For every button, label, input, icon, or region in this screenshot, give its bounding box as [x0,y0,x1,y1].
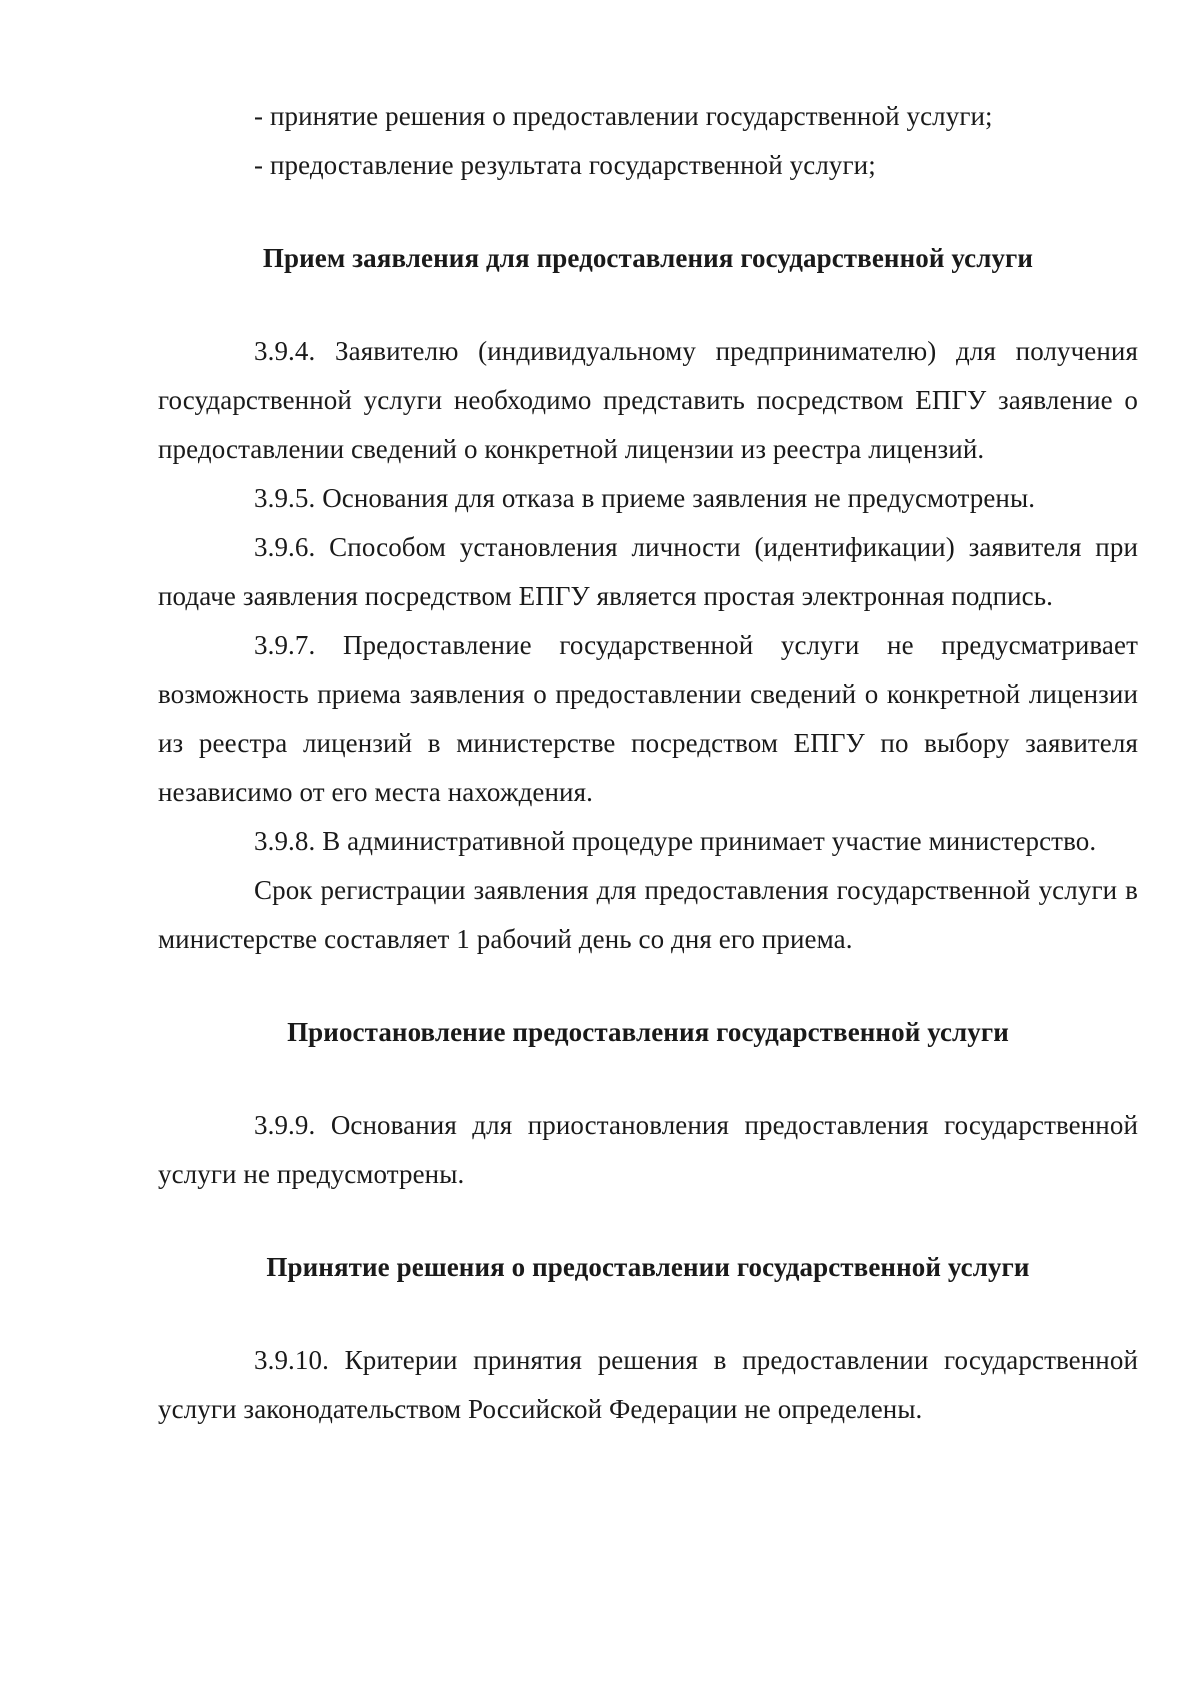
paragraph: 3.9.8. В административной процедуре принимает участие министерство. [254,826,1097,856]
section-heading: Принятие решения о предоставлении государственной услуги [266,1252,1030,1282]
bullet-item: - принятие решения о предоставлении государственной услуги; [254,101,993,131]
document-body [158,92,1138,1434]
paragraph: 3.9.6. Способом установления личности (идентификации) заявителя при подаче заявления посредством ЕПГУ является простая электронная подпись. [158,532,1138,611]
paragraph: 3.9.5. Основания для отказа в приеме заявления не предусмотрены. [254,483,1036,513]
paragraph: 3.9.7. Предоставление государственной услуги не предусматривает возможность приема заявления о предоставлении сведений о конкретной лицензии из реестра лицензий в министерстве посредством ЕПГУ по выбору заявителя независимо от его места нахождения. [158,630,1138,807]
paragraph: 3.9.10. Критерии принятия решения в предоставлении государственной услуги законодательством Российской Федерации не определены. [158,1345,1138,1424]
spacer [158,283,1138,327]
spacer [158,1292,1138,1336]
spacer [158,190,1138,234]
spacer [158,964,1138,1008]
paragraph: 3.9.9. Основания для приостановления предоставления государственной услуги не предусмотрены. [158,1110,1138,1189]
bullet-item: - предоставление результата государственной услуги; [254,150,876,180]
section-heading: Прием заявления для предоставления государственной услуги [262,243,1034,273]
spacer [158,1199,1138,1243]
paragraph: 3.9.4. Заявителю (индивидуальному предпринимателю) для получения государственной услуги необходимо представить посредством ЕПГУ заявление о предоставлении сведений о конкретной лицензии из реестра лицензий. [158,336,1138,464]
section-heading: Приостановление предоставления государственной услуги [287,1017,1009,1047]
paragraph: Срок регистрации заявления для предоставления государственной услуги в министерстве составляет 1 рабочий день со дня его приема. [158,875,1138,954]
spacer [158,1057,1138,1101]
